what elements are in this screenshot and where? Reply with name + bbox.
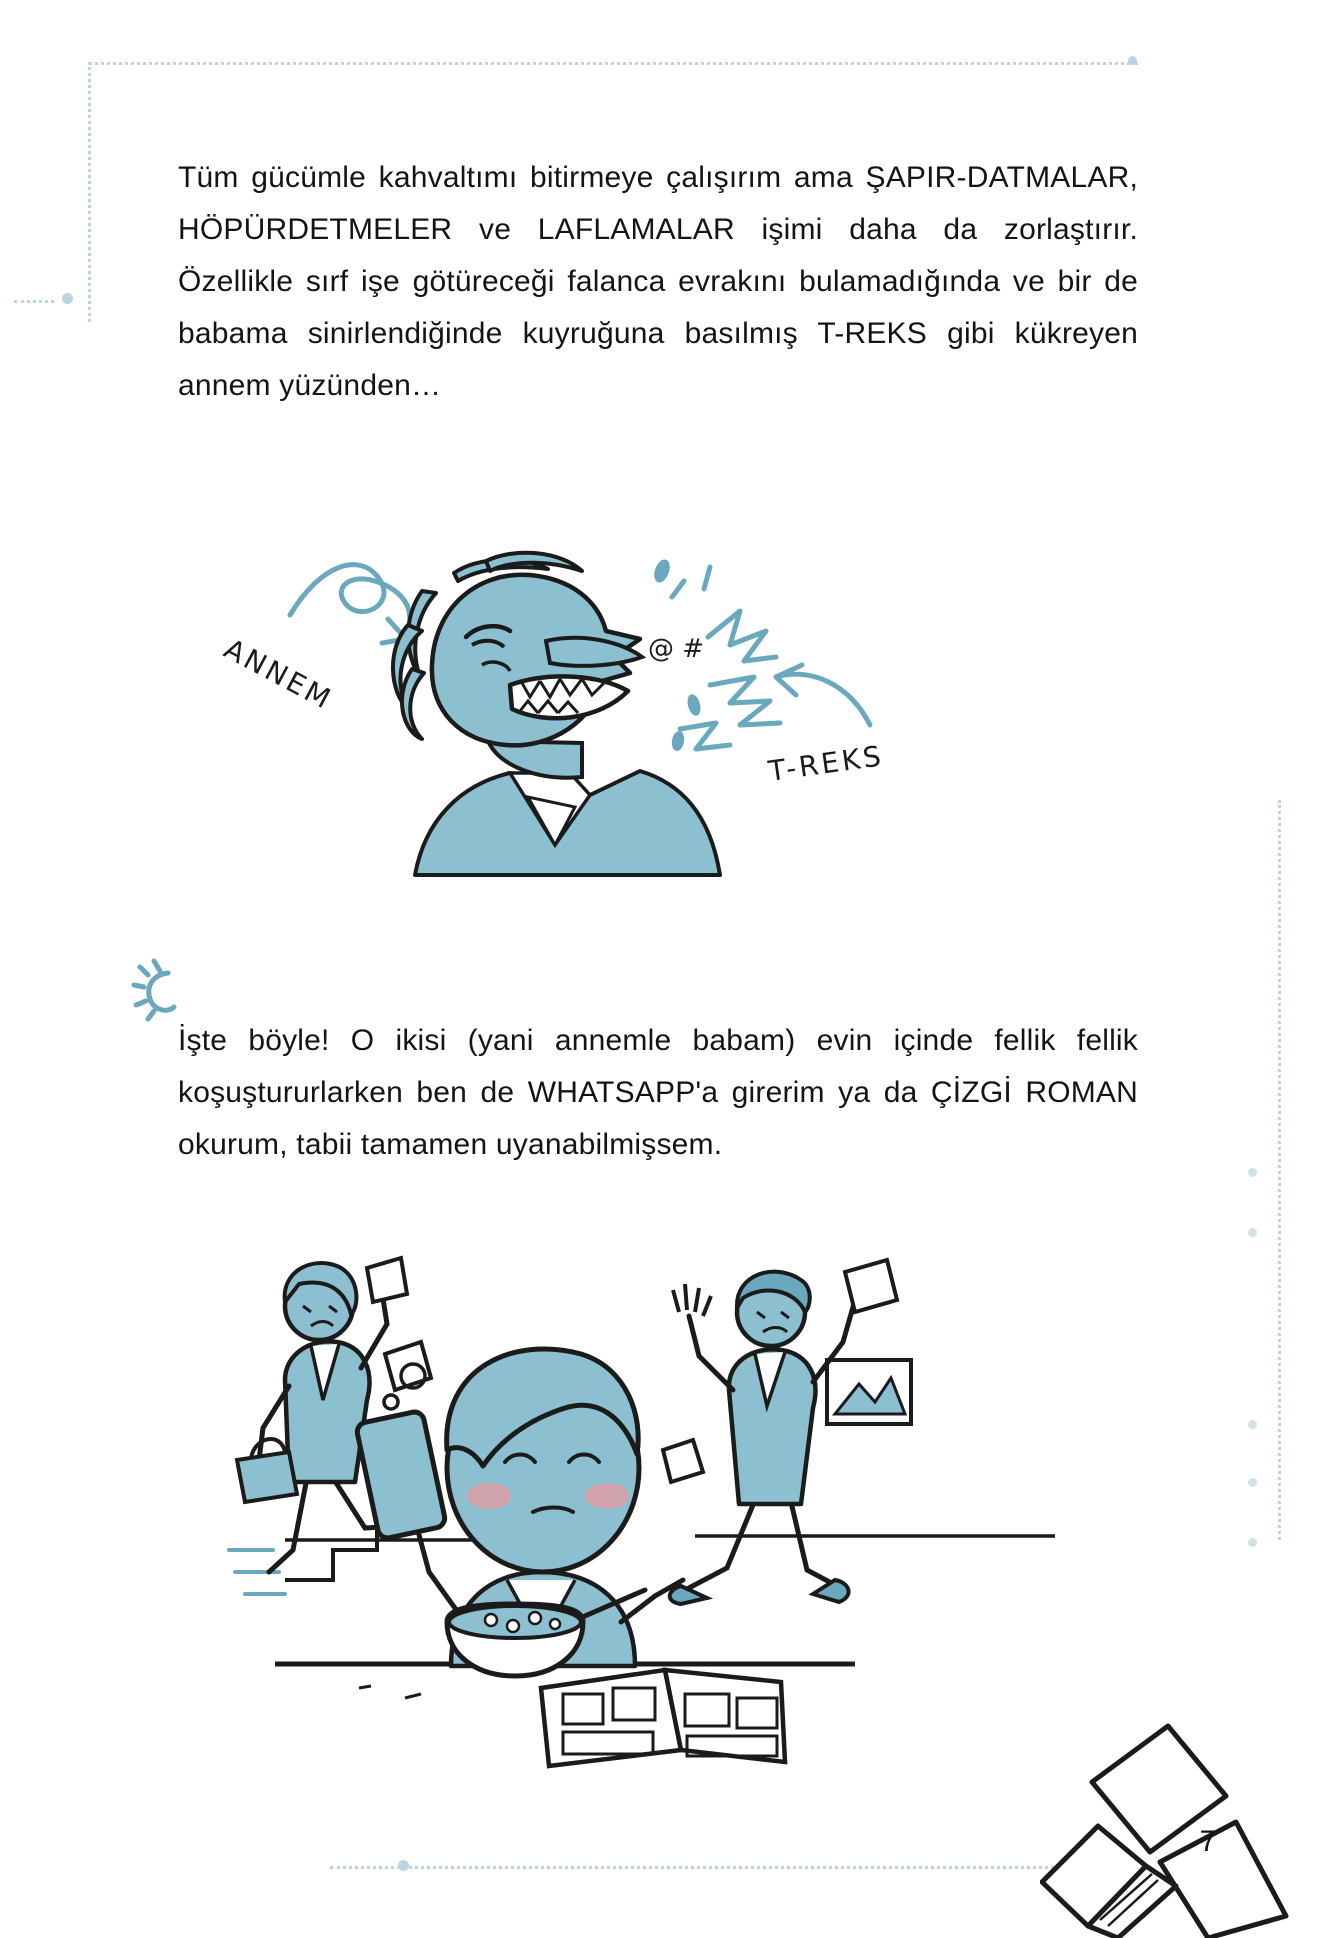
page-number: 7 <box>1199 1825 1217 1858</box>
smartphone-icon <box>355 1410 446 1540</box>
dot-accent-left <box>62 293 73 304</box>
illustration-family <box>215 1250 1115 1810</box>
dotted-border-left <box>88 62 91 322</box>
svg-text:ANNEM: ANNEM <box>218 632 339 717</box>
dot-accent-right-5 <box>1248 1538 1257 1547</box>
dotted-dash-left <box>14 300 54 303</box>
dot-accent-bottom <box>398 1860 409 1871</box>
dotted-border-right <box>1278 800 1281 1540</box>
body-paragraph-2: İşte böyle! O ikisi (yani annemle babam) evin içinde fellik fellik koşuştururlarken ben de WHATSAPP'a girerim ya da ÇİZGİ ROMAN okurum, tabii tamamen uyanabilmişsem. <box>178 1024 1138 1161</box>
illustration-trex <box>210 545 1100 905</box>
curved-arrow-right-icon <box>776 665 870 725</box>
father-figure <box>670 1260 897 1604</box>
body-paragraph-1: Tüm gücümle kahvaltımı bitirmeye çalışırım ama ŞAPIR-DATMALAR, HÖPÜRDETMELER ve LAFLAMALAR işimi daha da zorlaştırır. Özellikle sırf işe götüreceği falanca evrakını bulamadığında ve bir de babama sinirlendiğinde kuyruğuna basılmış T-REKS gibi kükreyen annem yüzünden… <box>178 161 1138 402</box>
dot-accent-right-1 <box>1248 1168 1257 1177</box>
dot-accent-right-2 <box>1248 1228 1257 1237</box>
curved-arrow-left-icon <box>290 565 410 643</box>
dotted-border-top <box>88 62 1138 65</box>
comic-book <box>541 1670 785 1766</box>
bottom-right-doodle <box>1040 1720 1323 1938</box>
swear-symbols: @ # <box>648 634 705 664</box>
wall-picture <box>827 1360 911 1424</box>
dot-accent-right-4 <box>1248 1478 1257 1487</box>
dotted-border-bottom <box>330 1866 1090 1869</box>
label-t-reks: T-REKS <box>766 739 886 788</box>
trex-figure <box>393 553 720 875</box>
dot-accent-right-3 <box>1248 1420 1257 1429</box>
dot-accent-top-right <box>1128 56 1137 65</box>
label-annem <box>219 632 339 716</box>
